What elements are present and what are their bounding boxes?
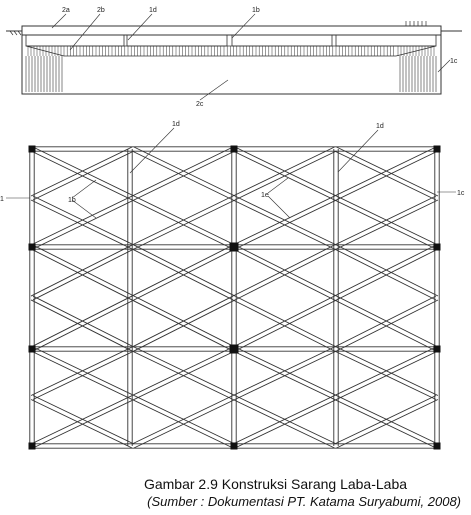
column-square [434,244,441,251]
diagonal-rib [33,245,235,347]
diagonal-rib [33,249,235,351]
diagonal-rib [336,200,438,249]
column-square [29,146,36,153]
callout-1d-section: 1d [149,7,157,14]
ground-hatch-marks [406,21,426,26]
floor-slab [22,26,441,35]
section-view [6,14,462,100]
column-square [230,243,239,252]
column-square [29,346,36,353]
rib-block-right [336,35,436,46]
column-square [29,443,36,450]
diagonal-rib [33,347,235,444]
diagonal-rib [235,249,438,351]
diagonal-rib [233,245,335,296]
diagonal-rib [134,347,235,396]
diagonal-rib [336,399,438,448]
diagonal-rib [235,151,438,249]
leader-1d-section [128,14,152,40]
diagonal-rib [233,147,335,196]
callout-1c-plan: 1c [457,190,465,197]
hatching-right [400,56,436,92]
plan-diagonal-ribs [31,147,438,448]
diagonal-rib [134,245,235,296]
diagonal-rib [233,399,335,448]
diagonal-rib [235,196,337,245]
diagonal-rib [33,249,134,300]
callout-left-edge: 1 [0,196,4,203]
callout-2b: 2b [97,7,105,14]
diagonal-rib [233,151,436,249]
hatching-left [26,56,62,92]
backfill-zone [22,35,441,94]
leader-2c [200,80,228,100]
rib-block-middle-left [127,35,227,46]
diagonal-rib [31,300,132,351]
diagonal-rib [335,396,437,445]
diagonal-rib [132,196,233,245]
diagonal-rib [33,147,235,245]
diagonal-rib [31,399,132,448]
callout-2c: 2c [196,101,204,108]
diagonal-rib [33,351,235,448]
diagonal-rib [134,200,235,249]
callout-1b-section: 1b [252,7,260,14]
diagonal-rib [235,151,337,200]
hatching-ribs [28,46,434,56]
ground-hatch-marks-left [10,31,21,35]
leader-1d-plan-left [130,128,174,173]
leader-1b-plan-a [72,180,96,198]
diagonal-rib [134,399,235,448]
plan-view [6,128,456,450]
diagonal-rib [132,249,233,300]
diagonal-rib [336,147,438,196]
diagonal-rib [335,151,437,200]
diagonal-rib [336,300,438,351]
leader-1e-plan-a [268,178,288,193]
diagonal-rib [31,245,132,296]
callout-1e-plan: 1e [261,192,269,199]
diagonal-rib [132,396,233,445]
diagonal-rib [233,351,436,448]
plan-beams [30,147,439,448]
figure-caption-title: Gambar 2.9 Konstruksi Sarang Laba-Laba [143,476,408,492]
column-square [231,443,238,450]
diagonal-rib [134,300,235,351]
diagonal-rib [235,351,438,448]
diagonal-rib [233,249,436,351]
diagonal-rib [33,196,134,245]
diagonal-rib [33,296,134,347]
diagonal-rib [336,245,438,296]
callout-1c-section: 1c [450,58,458,65]
leader-1e-plan-b [268,196,290,218]
diagonal-rib [233,200,335,249]
plan-columns [29,146,441,450]
diagonal-rib [233,245,436,347]
diagonal-rib [31,347,132,396]
diagonal-rib [132,151,233,200]
column-square [231,146,238,153]
diagonal-rib [336,347,438,396]
callout-1b-plan: 1b [68,197,76,204]
diagonal-rib [132,351,233,400]
leader-2b [70,14,100,50]
rib-block-middle-right [232,35,332,46]
diagonal-rib [33,396,134,445]
diagonal-rib [235,396,337,445]
diagonal-rib [235,245,438,347]
diagonal-rib [33,151,235,249]
diagonal-rib [233,347,436,444]
diagonal-rib [235,296,336,347]
column-square [434,346,441,353]
column-square [434,443,441,450]
column-square [434,146,441,153]
callout-1d-plan-left: 1d [172,121,180,128]
diagonal-rib [134,147,235,196]
leader-1c-section [438,60,450,72]
figure-caption-source: (Sumber : Dokumentasi PT. Katama Suryabumi, 2008) [147,494,461,509]
diagonal-rib [233,347,335,396]
diagonal-rib [235,351,337,400]
callout-2a: 2a [62,7,70,14]
diagonal-rib [235,249,336,300]
diagonal-rib [335,296,437,347]
callout-1d-plan-right: 1d [376,123,384,130]
diagonal-rib [233,300,335,351]
diagonal-rib [33,351,134,400]
diagonal-rib [335,249,437,300]
column-square [230,345,239,354]
diagonal-rib [132,296,233,347]
column-square [29,244,36,251]
diagonal-rib [235,347,438,444]
diagonal-rib [335,351,437,400]
diagonal-rib [335,196,437,245]
diagonal-rib [31,147,132,196]
diagonal-rib [33,151,134,200]
